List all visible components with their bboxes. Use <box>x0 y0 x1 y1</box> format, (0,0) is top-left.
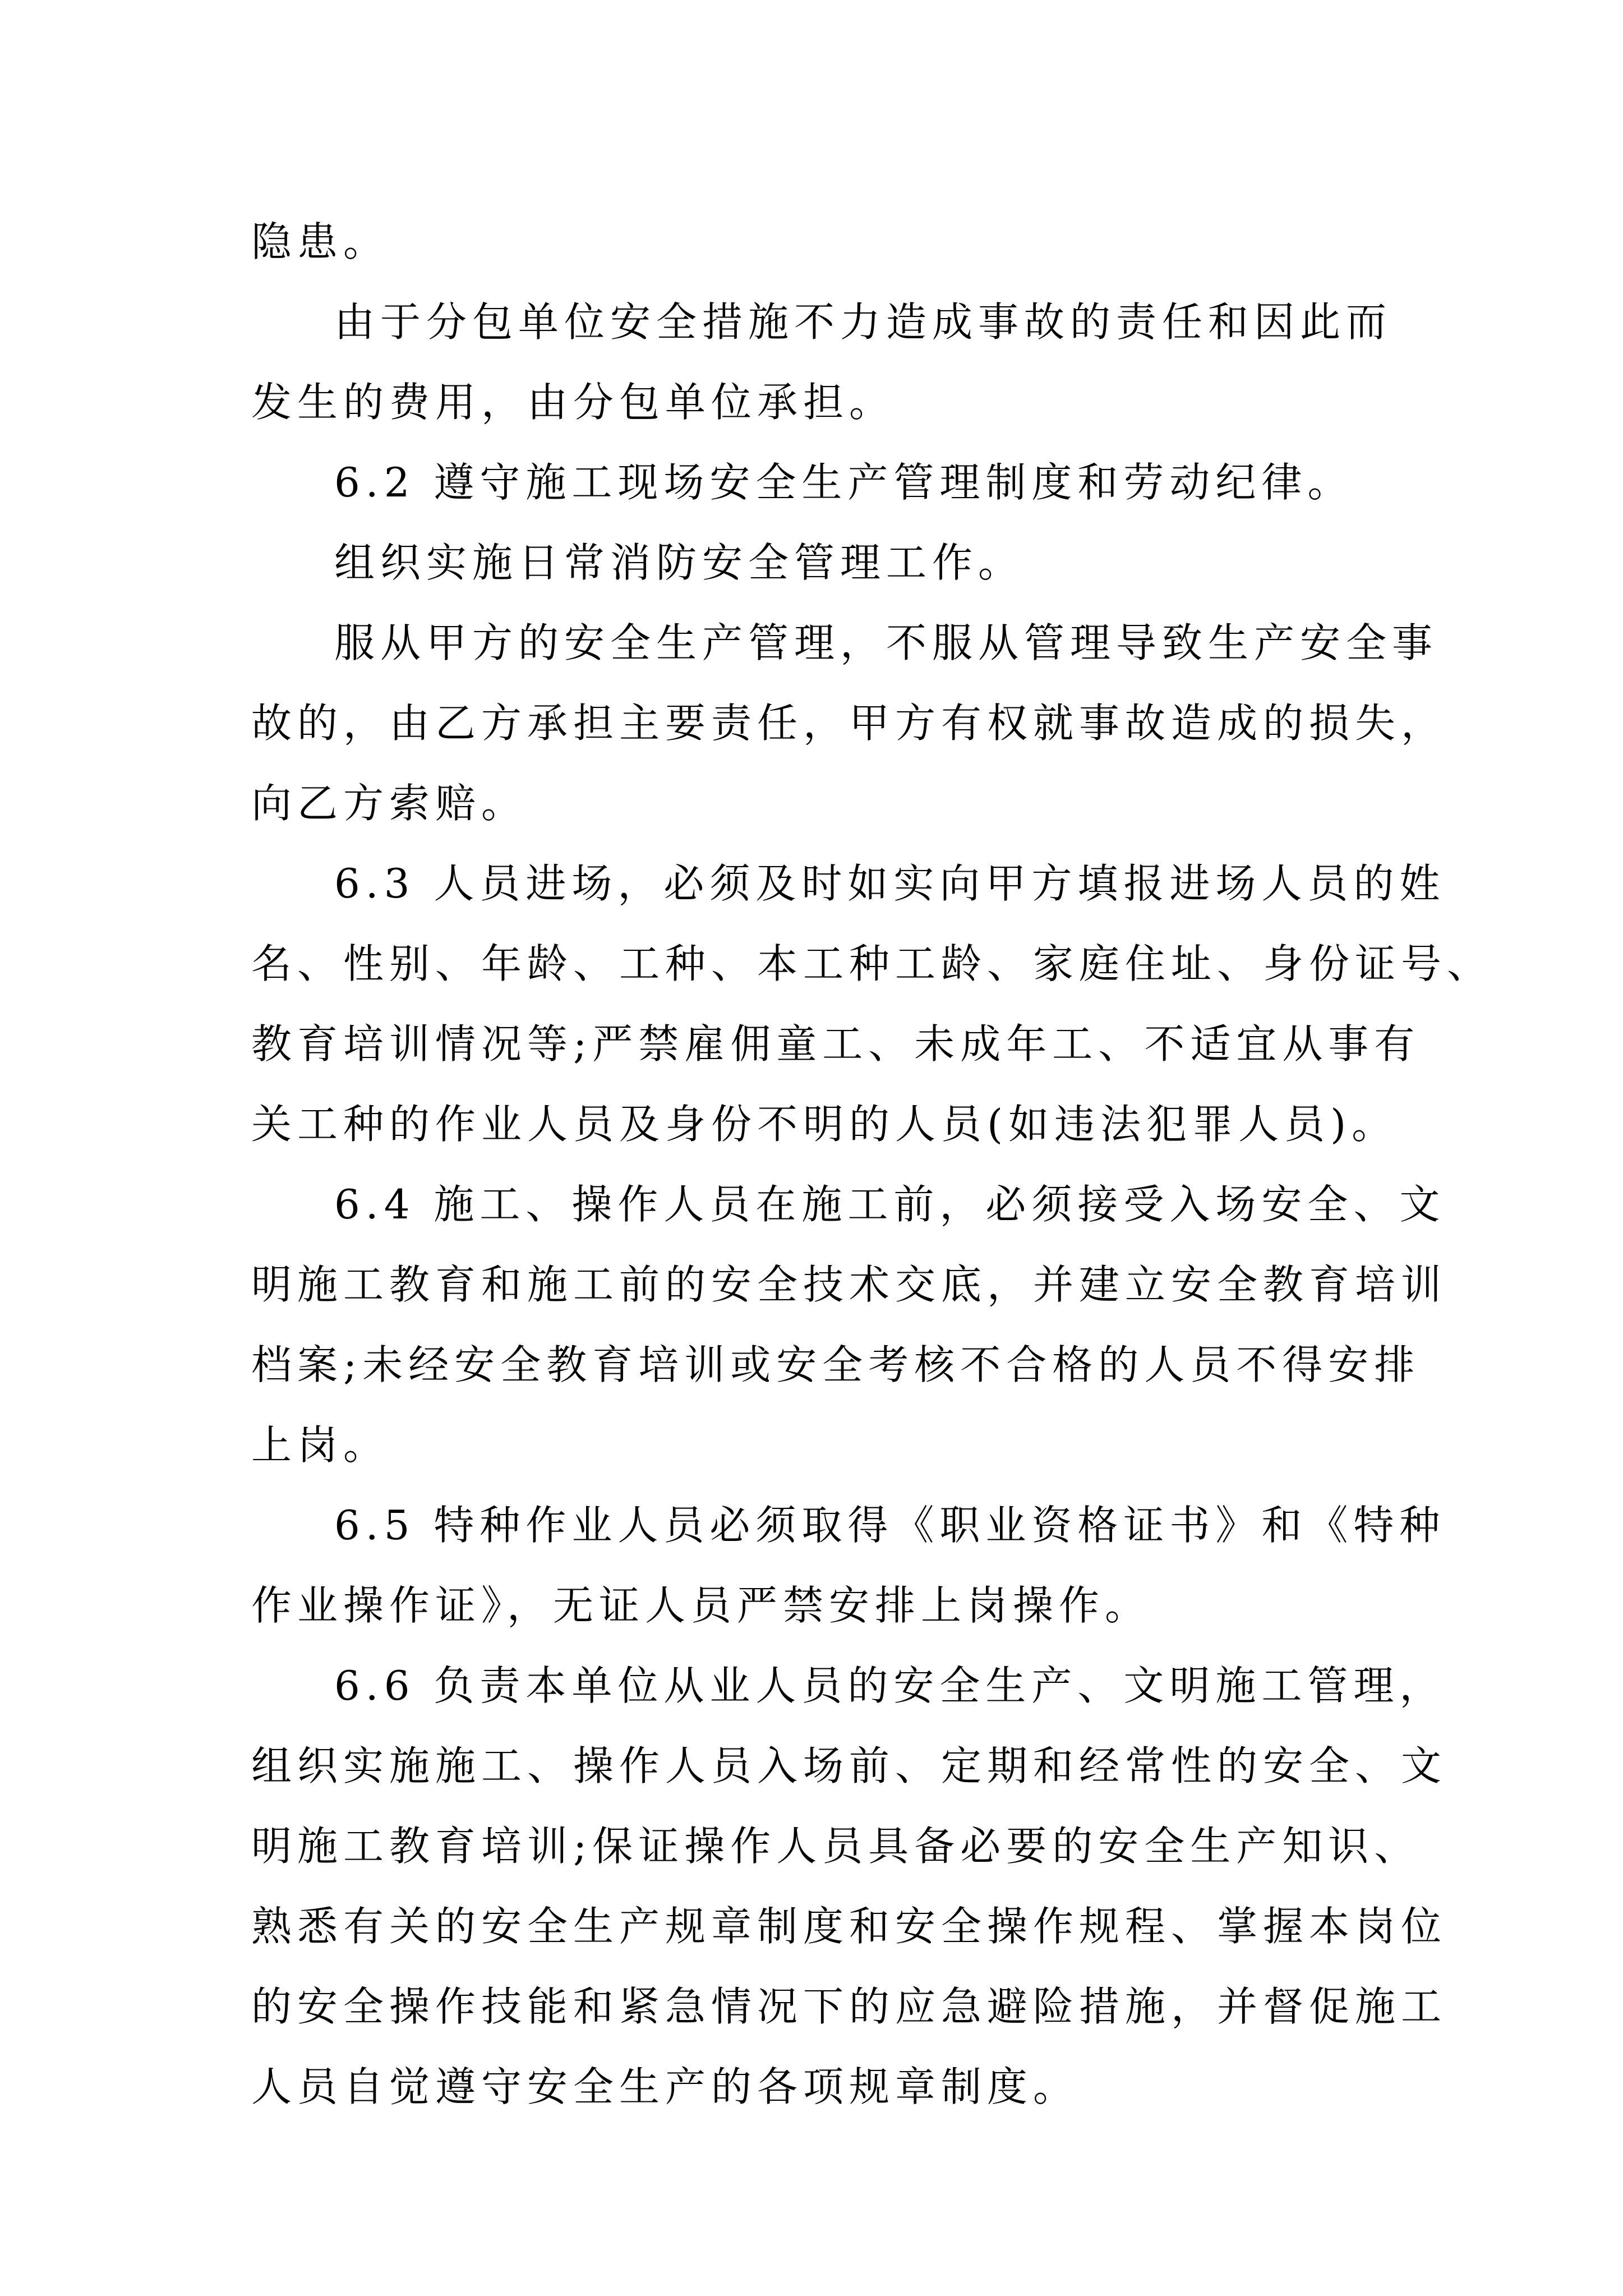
text-line: 明施工教育和施工前的安全技术交底，并建立安全教育培训 <box>251 1261 1447 1308</box>
text-line: 由于分包单位安全措施不力造成事故的责任和因此而 <box>334 298 1393 346</box>
text-line: 组织实施日常消防安全管理工作。 <box>334 539 1025 586</box>
text-line: 教育培训情况等;严禁雇佣童工、未成年工、不适宜从事有 <box>251 1020 1421 1068</box>
text-line: 6.6 负责本单位从业人员的安全生产、文明施工管理， <box>334 1662 1446 1709</box>
text-line: 组织实施施工、操作人员入场前、定期和经常性的安全、文 <box>251 1742 1447 1789</box>
text-line: 上岗。 <box>251 1421 390 1469</box>
text-line: 向乙方索赔。 <box>251 780 528 827</box>
text-line: 发生的费用，由分包单位承担。 <box>251 379 896 426</box>
text-line: 6.5 特种作业人员必须取得《职业资格证书》和《特种 <box>334 1502 1446 1549</box>
text-line: 关工种的作业人员及身份不明的人员(如违法犯罪人员)。 <box>251 1101 1398 1148</box>
document-body <box>251 202 1493 2127</box>
text-line: 的安全操作技能和紧急情况下的应急避险措施，并督促施工 <box>251 1983 1447 2030</box>
text-line: 作业操作证》，无证人员严禁安排上岗操作。 <box>251 1582 1151 1629</box>
text-line: 明施工教育培训;保证操作人员具备必要的安全生产知识、 <box>251 1823 1421 1870</box>
text-line: 6.3 人员进场，必须及时如实向甲方填报进场人员的姓 <box>334 860 1446 907</box>
text-line: 名、性别、年龄、工种、本工种工龄、家庭住址、身份证号、 <box>251 940 1493 987</box>
text-line: 故的，由乙方承担主要责任，甲方有权就事故造成的损失， <box>251 700 1447 747</box>
text-line: 6.4 施工、操作人员在施工前，必须接受入场安全、文 <box>334 1181 1446 1228</box>
text-line: 熟悉有关的安全生产规章制度和安全操作规程、掌握本岗位 <box>251 1903 1447 1950</box>
text-line: 隐患。 <box>251 218 390 265</box>
text-line: 人员自觉遵守安全生产的各项规章制度。 <box>251 2063 1080 2110</box>
text-line: 6.2 遵守施工现场安全生产管理制度和劳动纪律。 <box>334 459 1354 506</box>
text-line: 档案;未经安全教育培训或安全考核不合格的人员不得安排 <box>251 1341 1421 1388</box>
text-line: 服从甲方的安全生产管理，不服从管理导致生产安全事 <box>334 619 1438 666</box>
